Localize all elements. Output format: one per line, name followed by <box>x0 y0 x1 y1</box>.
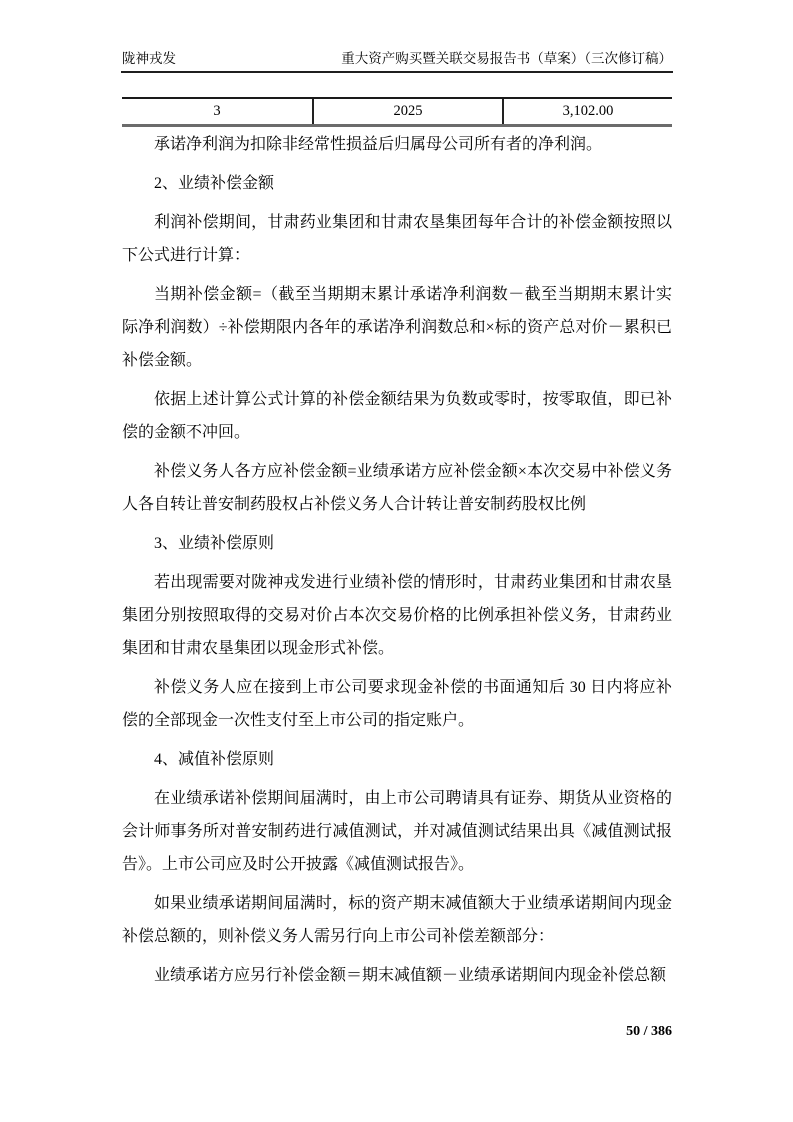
paragraph: 补偿义务人应在接到上市公司要求现金补偿的书面通知后 30 日内将应补偿的全部现金一次性支付至上市公司的指定账户。 <box>122 679 672 729</box>
page-header <box>122 50 672 68</box>
paragraph: 在业绩承诺补偿期间届满时，由上市公司聘请具有证券、期货从业资格的会计师事务所对普安制药进行减值测试，并对减值测试结果出具《减值测试报告》。上市公司应及时公开披露《减值测试报告》。 <box>122 790 672 873</box>
page-number: 50 / 386 <box>626 1024 672 1039</box>
paragraph: 当期补偿金额=（截至当期期末累计承诺净利润数－截至当期期末累计实际净利润数）÷补偿期限内各年的承诺净利润数总和×标的资产总对价－累积已补偿金额。 <box>122 286 672 369</box>
section-heading: 4、减值补偿原则 <box>154 751 275 768</box>
paragraph: 若出现需要对陇神戎发进行业绩补偿的情形时，甘肃药业集团和甘肃农垦集团分别按照取得的交易对价占本次交易价格的比例承担补偿义务，甘肃药业集团和甘肃农垦集团以现金形式补偿。 <box>122 574 672 657</box>
profit-commitment-table-row <box>122 97 672 127</box>
paragraph: 如果业绩承诺期间届满时，标的资产期末减值额大于业绩承诺期间内现金补偿总额的，则补偿义务人需另行向上市公司补偿差额部分： <box>122 895 672 945</box>
table-cell-year: 2025 <box>312 99 502 124</box>
paragraph: 补偿义务人各方应补偿金额=业绩承诺方应补偿金额×本次交易中补偿义务人各自转让普安制药股权占补偿义务人合计转让普安制药股权比例 <box>122 463 672 513</box>
header-document-title: 重大资产购买暨关联交易报告书（草案）（三次修订稿） <box>341 51 672 66</box>
table-cell-amount: 3,102.00 <box>502 99 672 124</box>
section-heading: 2、业绩补偿金额 <box>154 175 275 192</box>
paragraph: 利润补偿期间，甘肃药业集团和甘肃农垦集团每年合计的补偿金额按照以下公式进行计算： <box>122 214 672 264</box>
paragraph: 依据上述计算公式计算的补偿金额结果为负数或零时，按零取值，即已补偿的金额不冲回。 <box>122 391 672 441</box>
document-body <box>122 128 672 998</box>
section-heading: 3、业绩补偿原则 <box>154 535 275 552</box>
table-cell-index: 3 <box>213 103 221 119</box>
paragraph: 业绩承诺方应另行补偿金额＝期末减值额－业绩承诺期间内现金补偿总额 <box>154 967 667 984</box>
header-company-name: 陇神戎发 <box>122 51 176 66</box>
header-divider <box>121 71 673 73</box>
paragraph: 承诺净利润为扣除非经常性损益后归属母公司所有者的净利润。 <box>154 136 603 153</box>
